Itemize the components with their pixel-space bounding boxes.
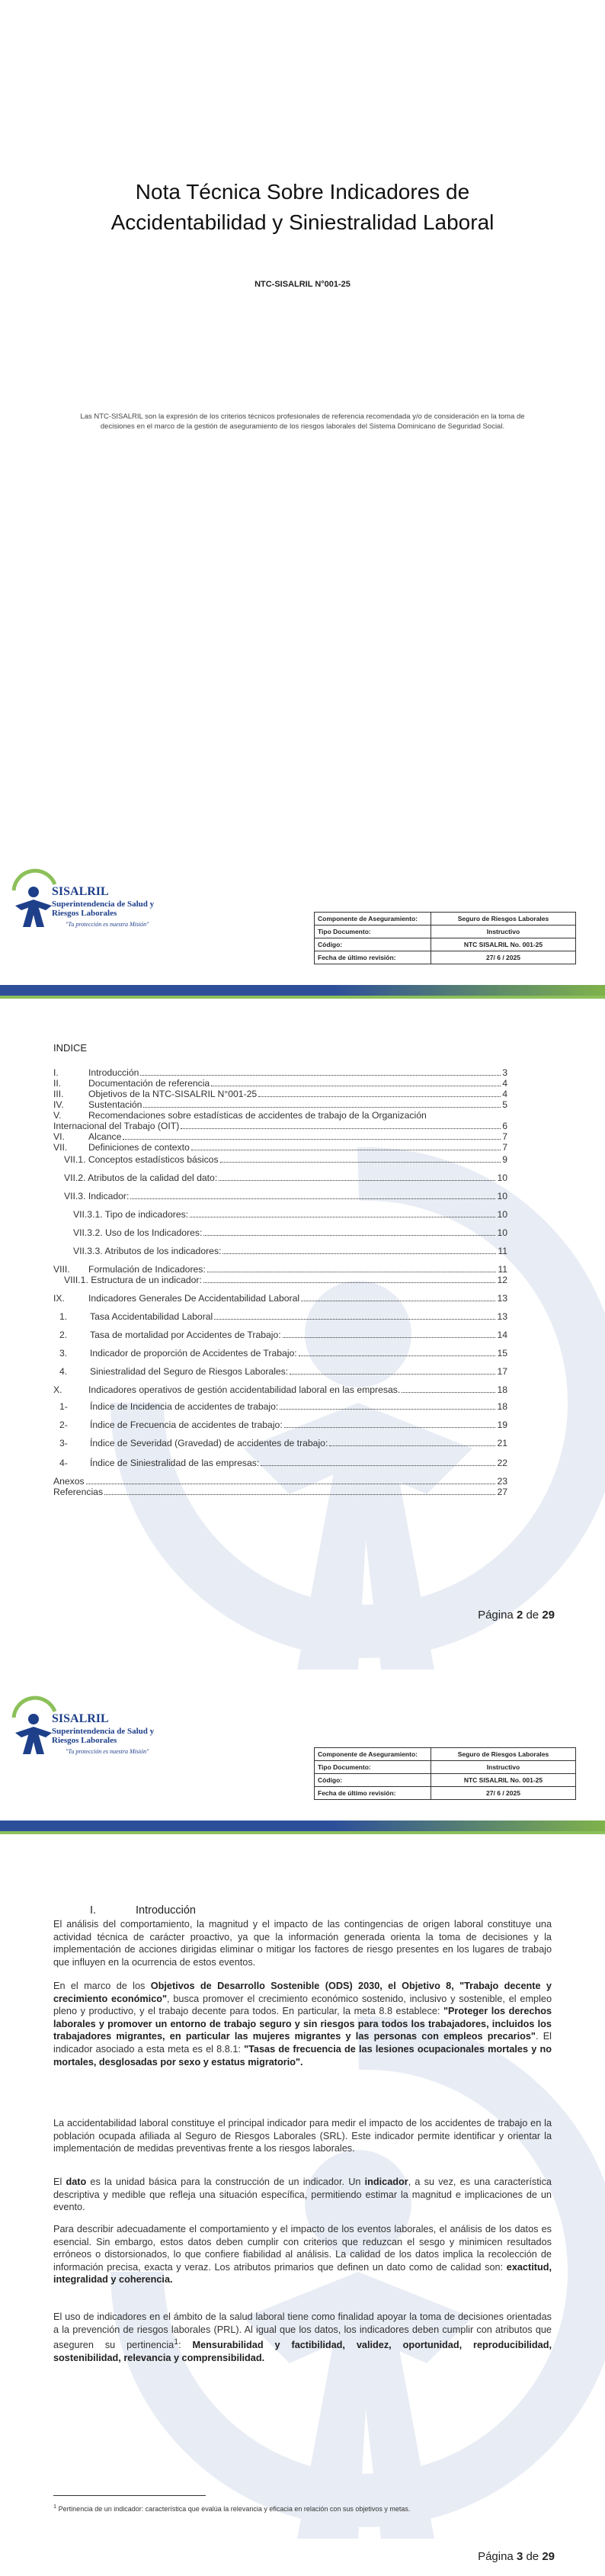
toc-entry-page: 14 (497, 1330, 507, 1340)
toc-entry-label: VIII.1. Estructura de un indicador: (64, 1275, 202, 1285)
toc-leader-dots (219, 1180, 495, 1181)
introduction-page (0, 1692, 605, 2576)
metadata-row: Código: NTC SISALRIL No. 001-25 (315, 1774, 576, 1787)
toc-entry[interactable] (53, 1089, 507, 1099)
document-code: NTC-SISALRIL N°001-25 (254, 280, 351, 289)
toc-entry-page: 23 (497, 1476, 507, 1487)
toc-entry-label: VII.3.1. Tipo de indicadores: (73, 1209, 189, 1220)
toc-entry-number: II. (53, 1078, 62, 1089)
toc-entry[interactable] (53, 1384, 507, 1395)
paragraph: El análisis del comportamiento, la magnitud y el impacto de las contingencias de origen laboral constituye una actividad técnica de carácter proactivo, ya que la información generada orienta la toma de decisiones y la implementación de acciones dirigidas eliminar o mitigar los factores de riesgo presentes en los lugares de trabajo que influyen en la ocurrencia de estos eventos. (53, 1919, 552, 1968)
toc-entry[interactable] (53, 1110, 507, 1121)
logo-subtitle: Superintendencia de Salud y Riesgos Laborales (52, 1727, 155, 1745)
toc-entry[interactable] (53, 1131, 507, 1142)
logo-subtitle: Superintendencia de Salud y Riesgos Laborales (52, 900, 155, 918)
toc-entry-page: 18 (497, 1384, 507, 1395)
footnote-divider (53, 2495, 206, 2496)
toc-entry-number: IX. (53, 1293, 65, 1304)
toc-entry-label: Índice de Incidencia de accidentes de trabajo: (90, 1401, 279, 1412)
toc-leader-dots (214, 1319, 495, 1320)
document-metadata-table (314, 912, 576, 964)
logo-name: SISALRIL (52, 1712, 109, 1725)
toc-entry-page: 13 (497, 1311, 507, 1322)
toc-entry-label: Recomendaciones sobre estadísticas de accidentes de trabajo de la Organización (88, 1110, 427, 1121)
toc-entry-label: Índice de Siniestralidad de las empresas: (90, 1458, 260, 1468)
toc-leader-dots (123, 1139, 501, 1140)
document-description: Las NTC-SISALRIL son la expresión de los criterios técnicos profesionales de referencia recomendada y/o de consideración en la toma de decisiones en el marco de la gestión de aseguramiento de los riesgos laborales del Sistema Dominicano de Seguridad Social. (80, 412, 525, 431)
toc-entry-page: 13 (497, 1293, 507, 1304)
toc-entry-number: 4. (59, 1366, 68, 1377)
toc-entry-number: VIII. (53, 1264, 70, 1275)
toc-entry-page: 27 (497, 1487, 507, 1497)
toc-entry-page: 7 (502, 1131, 507, 1142)
toc-entry[interactable] (53, 1330, 507, 1340)
footnote: $^1$ Pertinencia de un indicador: característica que evalúa la relevancia y eficacia en relación con sus objetivos y metas. (53, 2503, 411, 2513)
toc-entry-page: 17 (497, 1366, 507, 1377)
toc-entry[interactable] (53, 1264, 507, 1275)
toc-entry[interactable] (53, 1142, 507, 1153)
toc-entry-page: 10 (497, 1209, 507, 1220)
toc-leader-dots (130, 1198, 495, 1199)
logo-name: SISALRIL (52, 885, 109, 898)
toc-entry-page: 7 (502, 1142, 507, 1153)
toc-leader-dots (261, 1465, 495, 1466)
toc-leader-dots (140, 1075, 501, 1076)
section-heading: I. Introducción (90, 1904, 196, 1917)
toc-entry-label: Anexos (53, 1476, 85, 1487)
toc-leader-dots (284, 1427, 496, 1428)
sisalril-emblem-icon (8, 1695, 61, 1756)
sisalril-emblem-icon (8, 868, 61, 929)
toc-entry[interactable] (53, 1275, 507, 1285)
toc-entry[interactable] (53, 1311, 507, 1322)
toc-entry[interactable] (53, 1366, 507, 1377)
toc-entry-page: 11 (498, 1246, 507, 1256)
toc-entry-label: Introducción (88, 1067, 139, 1078)
toc-entry-label: Sustentación (88, 1099, 142, 1110)
toc-entry-label: Formulación de Indicadores: (88, 1264, 206, 1275)
toc-entry-page: 6 (502, 1121, 507, 1131)
toc-leader-dots (402, 1392, 495, 1393)
index-title: INDICE (53, 1042, 88, 1054)
toc-entry-label: Tasa Accidentabilidad Laboral (90, 1311, 213, 1322)
toc-entry-label: Definiciones de contexto (88, 1142, 190, 1153)
toc-leader-dots (299, 1355, 496, 1356)
toc-leader-dots (143, 1107, 501, 1108)
toc-entry-number: I. (53, 1067, 59, 1078)
toc-entry[interactable] (53, 1458, 507, 1468)
toc-entry-page: 11 (498, 1264, 507, 1275)
toc-entry-number: 3- (59, 1438, 68, 1448)
document-metadata-table (314, 1747, 576, 1800)
toc-entry[interactable] (53, 1099, 507, 1110)
header-color-band (0, 985, 605, 999)
toc-entry-label: Indicador de proporción de Accidentes de Trabajo: (90, 1348, 297, 1359)
toc-entry[interactable] (53, 1246, 507, 1256)
toc-entry[interactable] (53, 1191, 507, 1201)
toc-entry-number: X. (53, 1384, 62, 1395)
toc-entry-label: Siniestralidad del Seguro de Riesgos Laborales: (90, 1366, 289, 1377)
document-title: Nota Técnica Sobre Indicadores de Accidentabilidad y Siniestralidad Laboral (110, 180, 495, 234)
toc-entry-page: 9 (502, 1154, 507, 1165)
toc-leader-dots (181, 1128, 501, 1129)
toc-entry-number: III. (53, 1089, 64, 1099)
toc-entry[interactable] (53, 1476, 507, 1487)
metadata-row: Fecha de último revisión: 27/ 6 / 2025 (315, 1787, 576, 1800)
toc-entry-number: V. (53, 1110, 62, 1121)
toc-entry-label: VII.3.2. Uso de los Indicadores: (73, 1227, 203, 1238)
toc-leader-dots (222, 1253, 496, 1254)
toc-entry-label: Documentación de referencia (88, 1078, 210, 1089)
toc-entry-label: Alcance (88, 1131, 122, 1142)
page-number: Página 3 de 29 (478, 2550, 555, 2563)
toc-entry-page: 22 (497, 1458, 507, 1468)
page-number: Página 2 de 29 (478, 1609, 555, 1622)
toc-entry[interactable] (53, 1487, 507, 1497)
metadata-row: Fecha de último revisión: 27/ 6 / 2025 (315, 951, 576, 964)
toc-entry-page: 12 (497, 1275, 507, 1285)
toc-leader-dots (290, 1374, 495, 1375)
toc-entry-label: Referencias (53, 1487, 104, 1497)
toc-entry-page: 10 (497, 1191, 507, 1201)
index-page (0, 846, 605, 1692)
sisalril-logo (8, 861, 175, 938)
toc-leader-dots (258, 1096, 501, 1097)
toc-leader-dots (329, 1445, 495, 1446)
toc-leader-dots (203, 1282, 496, 1283)
toc-entry-page: 19 (497, 1420, 507, 1430)
toc-entry[interactable] (53, 1209, 507, 1220)
toc-entry-label: Índice de Frecuencia de accidentes de trabajo: (90, 1420, 283, 1430)
toc-entry-page: 4 (502, 1089, 507, 1099)
metadata-row: Tipo Documento: Instructivo (315, 925, 576, 938)
toc-entry-number: 4- (59, 1458, 68, 1468)
toc-entry[interactable] (53, 1121, 507, 1131)
metadata-row: Componente de Aseguramiento: Seguro de Riesgos Laborales (315, 913, 576, 925)
paragraph: El uso de indicadores en el ámbito de la salud laboral tiene como finalidad apoyar la toma de decisiones orientadas a la prevención de riesgos laborales (PRL). Al igual que los datos, los indicadores deben cumplir con atributos que aseguren su pertinencia$^1$: Mensurabilidad y factibilidad, validez, oportunidad, reproducibilidad, sostenibilidad, relevancia y comprensibilidad. (53, 2311, 552, 2364)
toc-entry[interactable] (53, 1438, 507, 1448)
toc-entry-label: Objetivos de la NTC-SISALRIL N°001-25 (88, 1089, 258, 1099)
toc-entry-label: VII.1. Conceptos estadísticos básicos (64, 1154, 219, 1165)
toc-entry-number: IV. (53, 1099, 64, 1110)
toc-entry-page: 15 (497, 1348, 507, 1359)
toc-leader-dots (220, 1162, 501, 1163)
toc-entry-number: 2. (59, 1330, 68, 1340)
toc-entry-page: 18 (497, 1401, 507, 1412)
toc-entry[interactable] (53, 1293, 507, 1304)
paragraph: El dato es la unidad básica para la construcción de un indicador. Un indicador, a su vez, es una característica descriptiva y medible que refleja una situación específica, permitiendo estimar la magnitud e implicaciones de un evento. (53, 2177, 552, 2213)
toc-entry-label: Índice de Severidad (Gravedad) de accidentes de trabajo: (90, 1438, 328, 1448)
toc-entry-label: VII.3. Indicador: (64, 1191, 130, 1201)
toc-entry-page: 10 (497, 1173, 507, 1183)
toc-entry-label: Tasa de mortalidad por Accidentes de Trabajo: (90, 1330, 281, 1340)
toc-entry[interactable] (53, 1154, 507, 1165)
toc-leader-dots (104, 1494, 495, 1495)
toc-entry[interactable] (53, 1401, 507, 1412)
toc-entry-number: VI. (53, 1131, 65, 1142)
toc-leader-dots (283, 1337, 496, 1338)
toc-leader-dots (280, 1409, 495, 1410)
toc-entry[interactable] (53, 1348, 507, 1359)
toc-entry-page: 10 (497, 1227, 507, 1238)
toc-entry[interactable] (53, 1067, 507, 1078)
toc-entry-page: 21 (497, 1438, 507, 1448)
sisalril-logo (8, 1692, 175, 1765)
toc-entry[interactable] (53, 1078, 507, 1089)
toc-entry-number: VII. (53, 1142, 68, 1153)
toc-entry-label: Internacional del Trabajo (OIT) (53, 1121, 180, 1131)
toc-leader-dots (203, 1235, 495, 1236)
toc-entry[interactable] (53, 1227, 507, 1238)
toc-entry-label: Indicadores Generales De Accidentabilidad Laboral (88, 1293, 300, 1304)
metadata-row: Código: NTC SISALRIL No. 001-25 (315, 938, 576, 951)
metadata-row: Componente de Aseguramiento: Seguro de Riesgos Laborales (315, 1748, 576, 1761)
paragraph: Para describir adecuadamente el comportamiento y el impacto de los eventos laborales, el análisis de los datos es esencial. Sin embargo, estos datos deben cumplir con criterios que reduzcan el sesgo y minimicen resultados erróneos o distorsionados, lo que confiere fiabilidad al análisis. La calidad de los datos implica la recolección de información precisa, exacta y veraz. Los atributos primarios que definen un dato como de calidad son: exactitud, integralidad y coherencia. (53, 2224, 552, 2286)
header-color-band (0, 1821, 605, 1834)
paragraph: En el marco de los Objetivos de Desarrollo Sostenible (ODS) 2030, el Objetivo 8, "Trabajo decente y crecimiento económico", busca promover el crecimiento económico sostenido, inclusivo y sostenible, el empleo pleno y productivo, y el trabajo decente para todos. En particular, la meta 8.8 establece: "Proteger los derechos laborales y promover un entorno de trabajo seguro y sin riesgos para todos los trabajadores, incluidos los trabajadores migrantes, en particular las mujeres migrantes y las personas con empleos precarios". El indicador asociado a esta meta es el 8.8.1: "Tasas de frecuencia de las lesiones ocupacionales mortales y no mortales, desglosadas por sexo y estatus migratorio". (53, 1981, 552, 2068)
toc-entry-label: VII.3.3. Atributos de los indicadores: (73, 1246, 222, 1256)
toc-entry[interactable] (53, 1420, 507, 1430)
toc-entry[interactable] (53, 1173, 507, 1183)
toc-entry-number: 2- (59, 1420, 68, 1430)
toc-entry-number: 1. (59, 1311, 68, 1322)
toc-entry-page: 5 (502, 1099, 507, 1110)
toc-entry-number: 1- (59, 1401, 68, 1412)
toc-entry-label: VII.2. Atributos de la calidad del dato: (64, 1173, 218, 1183)
toc-entry-number: 3. (59, 1348, 68, 1359)
logo-slogan: "Tu protección es nuestra Misión" (66, 1748, 149, 1755)
paragraph: La accidentabilidad laboral constituye el principal indicador para medir el impacto de los accidentes de trabajo en la población ocupada afiliada al Seguro de Riesgos Laborales (SRL). Este indicador permite identificar y orientar la implementación de medidas preventivas frente a los riesgos laborales. (53, 2118, 552, 2154)
toc-entry-page: 3 (502, 1067, 507, 1078)
toc-entry-label: Indicadores operativos de gestión accidentabilidad laboral en las empresas. (88, 1384, 401, 1395)
toc-entry-page: 4 (502, 1078, 507, 1089)
logo-slogan: "Tu protección es nuestra Misión" (66, 921, 149, 928)
metadata-row: Tipo Documento: Instructivo (315, 1761, 576, 1774)
cover-page (0, 0, 605, 846)
